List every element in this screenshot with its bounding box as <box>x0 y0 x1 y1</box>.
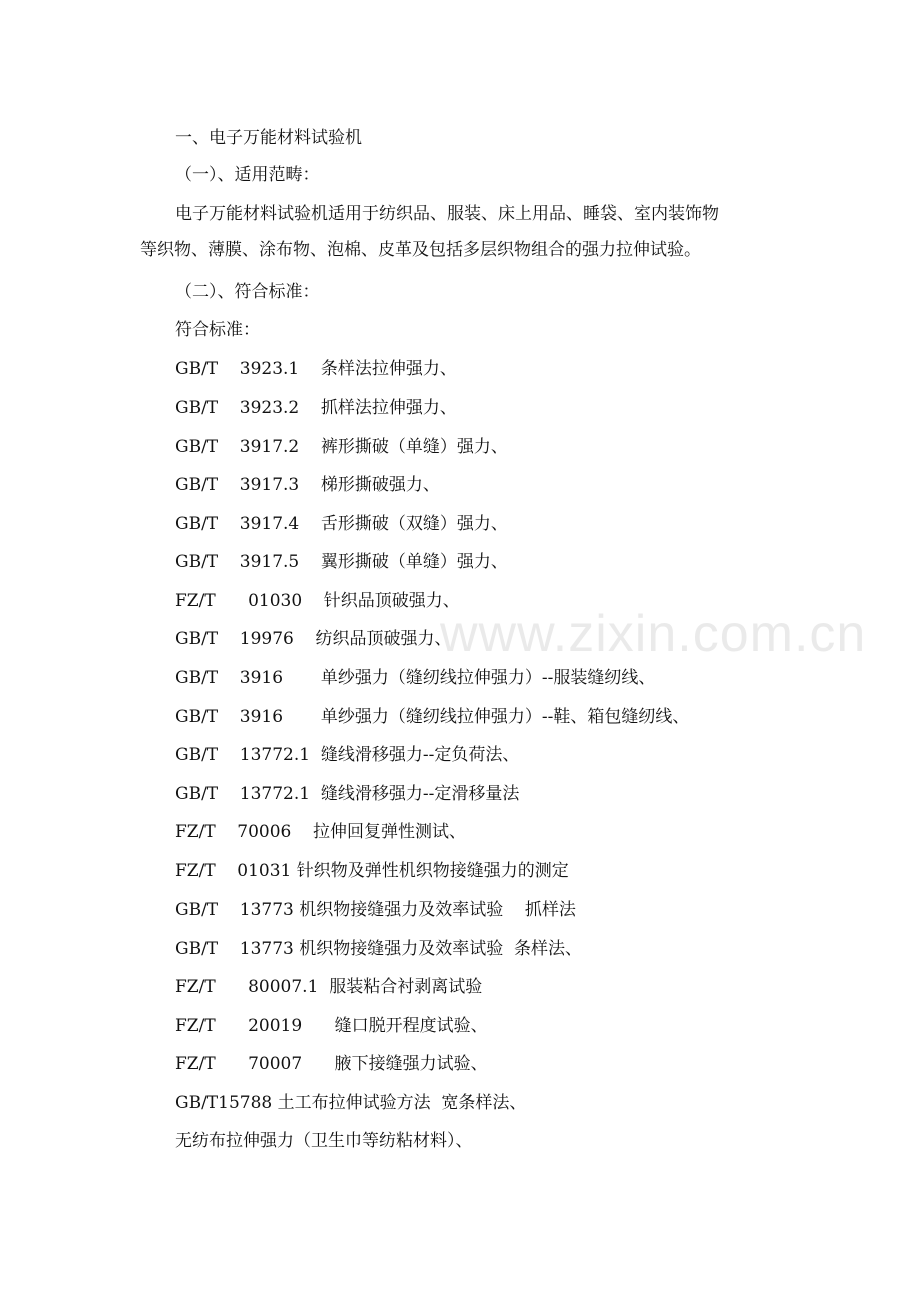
standard-item: GB/T 3917.3 梯形撕破强力、 <box>175 475 440 495</box>
standards-intro: 符合标准： <box>175 320 260 340</box>
standard-item: GB/T 3923.1 条样法拉伸强力、 <box>175 359 457 379</box>
standard-item: 无纺布拉伸强力（卫生巾等纺粘材料）、 <box>175 1131 473 1151</box>
standard-item: GB/T 3917.2 裤形撕破（单缝）强力、 <box>175 437 508 457</box>
standard-item: GB/T 3917.4 舌形撕破（双缝）强力、 <box>175 514 508 534</box>
scope-paragraph-line-2: 等织物、薄膜、涂布物、泡棉、皮革及包括多层织物组合的强力拉伸试验。 <box>140 240 701 260</box>
standard-item: GB/T 13772.1 缝线滑移强力--定负荷法、 <box>175 745 520 765</box>
watermark: www.zixin.com.cn <box>440 605 867 663</box>
standard-item: FZ/T 70007 腋下接缝强力试验、 <box>175 1054 488 1074</box>
standard-item: FZ/T 01030 针织品顶破强力、 <box>175 591 460 611</box>
standard-item: FZ/T 70006 拉伸回复弹性测试、 <box>175 822 466 842</box>
standard-item: GB/T 13772.1 缝线滑移强力--定滑移量法 <box>175 784 520 804</box>
standard-item: GB/T 3917.5 翼形撕破（单缝）强力、 <box>175 552 508 572</box>
standard-item: FZ/T 20019 缝口脱开程度试验、 <box>175 1016 488 1036</box>
document-heading: 一、电子万能材料试验机 <box>175 128 362 148</box>
standard-item: GB/T 3923.2 抓样法拉伸强力、 <box>175 398 457 418</box>
standard-item: GB/T 3916 单纱强力（缝纫线拉伸强力）--鞋、箱包缝纫线、 <box>175 707 690 727</box>
standard-item: GB/T 13773 机织物接缝强力及效率试验 条样法、 <box>175 939 583 959</box>
standard-item: GB/T 13773 机织物接缝强力及效率试验 抓样法 <box>175 900 576 920</box>
standard-item: FZ/T 80007.1 服装粘合衬剥离试验 <box>175 977 483 997</box>
standard-item: GB/T 3916 单纱强力（缝纫线拉伸强力）--服装缝纫线、 <box>175 668 656 688</box>
scope-paragraph-line-1: 电子万能材料试验机适用于纺织品、服装、床上用品、睡袋、室内装饰物 <box>175 204 719 224</box>
standard-item: FZ/T 01031 针织物及弹性机织物接缝强力的测定 <box>175 861 569 881</box>
section-title-scope: （一）、适用范畴： <box>175 165 320 185</box>
standard-item: GB/T 19976 纺织品顶破强力、 <box>175 629 452 649</box>
standard-item: GB/T15788 土工布拉伸试验方法 宽条样法、 <box>175 1093 527 1113</box>
section-title-standards: （二）、符合标准： <box>175 282 320 302</box>
